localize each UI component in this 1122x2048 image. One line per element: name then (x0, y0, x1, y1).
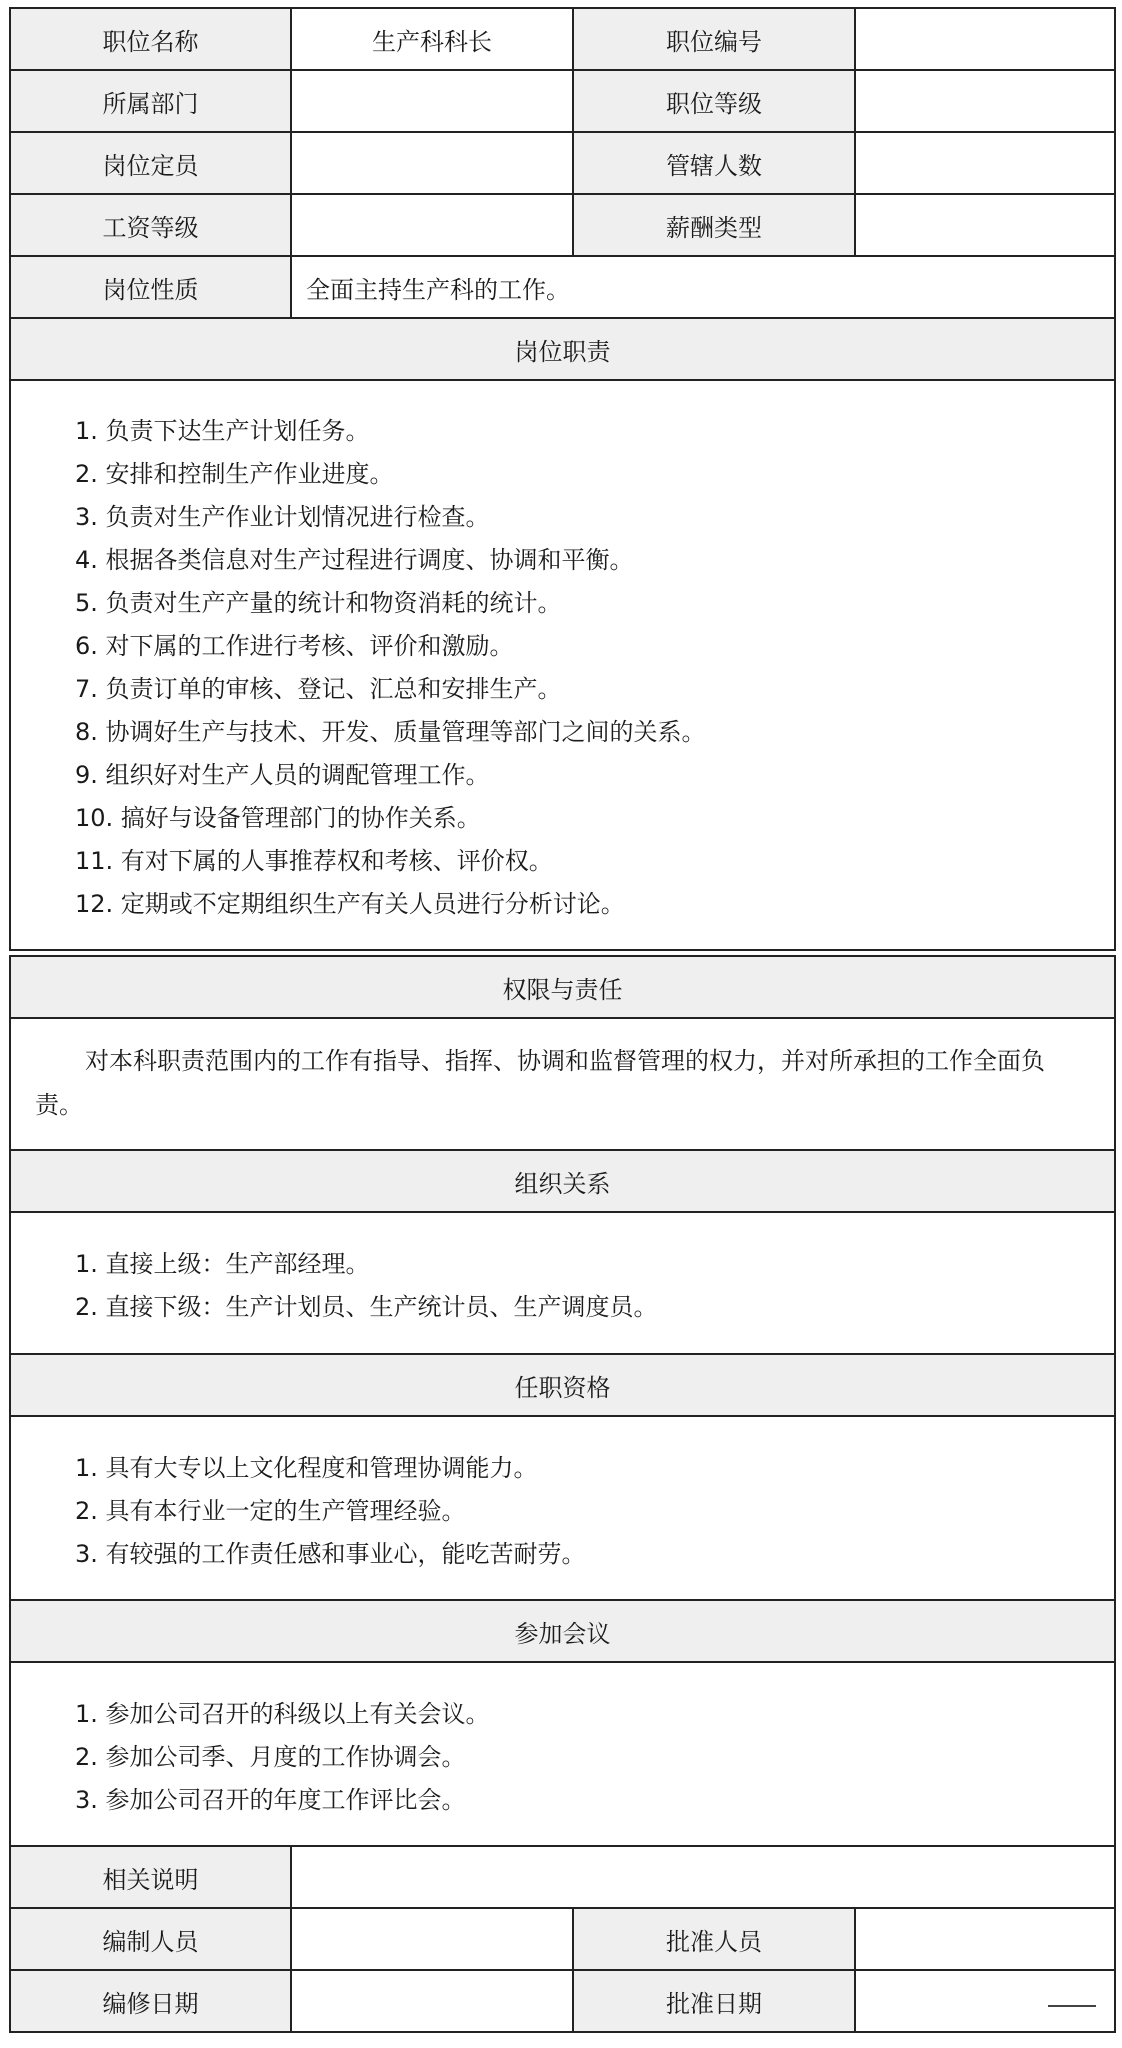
list-item: 4. 根据各类信息对生产过程进行调度、协调和平衡。 (75, 546, 634, 574)
value-department (291, 70, 573, 132)
value-nature: 全面主持生产科的工作。 (291, 256, 1115, 318)
list-item: 3. 负责对生产作业计划情况进行检查。 (75, 503, 490, 531)
watermark-icon: ⎺⎺ (1047, 2003, 1092, 2033)
label-headcount: 岗位定员 (10, 132, 291, 194)
list-item: 2. 参加公司季、月度的工作协调会。 (75, 1742, 466, 1771)
section-title-qualification: 任职资格 (10, 1354, 1115, 1416)
row-prepared-by (10, 1908, 1115, 1970)
authority-text: 对本科职责范围内的工作有指导、指挥、协调和监督管理的权力，并对所承担的工作全面负责。 (10, 1018, 1115, 1150)
meetings-list (10, 1662, 1115, 1846)
list-item: 1. 直接上级：生产部经理。 (75, 1250, 370, 1278)
list-item: 1. 具有大专以上文化程度和管理协调能力。 (75, 1453, 538, 1482)
label-edit-date: 编修日期 (10, 1970, 291, 2032)
label-approve-date: 批准日期 (573, 1970, 855, 2032)
row-organization-list (10, 1212, 1115, 1354)
row-organization-header (10, 1150, 1115, 1212)
row-authority-header (10, 956, 1115, 1018)
list-item: 8. 协调好生产与技术、开发、质量管理等部门之间的关系。 (75, 718, 706, 746)
value-salary-grade (291, 194, 573, 256)
section-title-duties: 岗位职责 (10, 318, 1115, 380)
row-meetings-header (10, 1600, 1115, 1662)
label-pay-type: 薪酬类型 (573, 194, 855, 256)
row-meetings-list (10, 1662, 1115, 1846)
list-item: 10. 搞好与设备管理部门的协作关系。 (75, 804, 481, 832)
row-nature (10, 256, 1115, 318)
row-dates (10, 1970, 1115, 2032)
row-headcount (10, 132, 1115, 194)
row-authority-text (10, 1018, 1115, 1150)
value-pay-type (855, 194, 1115, 256)
list-item: 2. 具有本行业一定的生产管理经验。 (75, 1496, 466, 1525)
organization-list (10, 1212, 1115, 1354)
row-qualification-header (10, 1354, 1115, 1416)
value-edit-date (291, 1970, 573, 2032)
duties-list (10, 380, 1115, 950)
job-description-table (9, 7, 1116, 2033)
value-position-code (855, 8, 1115, 70)
value-position-level (855, 70, 1115, 132)
row-notes (10, 1846, 1115, 1908)
list-item: 1. 参加公司召开的科级以上有关会议。 (75, 1699, 490, 1728)
list-item: 3. 有较强的工作责任感和事业心，能吃苦耐劳。 (75, 1539, 586, 1568)
label-department: 所属部门 (10, 70, 291, 132)
list-item: 6. 对下属的工作进行考核、评价和激励。 (75, 632, 514, 660)
value-managed-count (855, 132, 1115, 194)
value-notes (291, 1846, 1115, 1908)
value-position-name: 生产科科长 (291, 8, 573, 70)
label-salary-grade: 工资等级 (10, 194, 291, 256)
list-item: 7. 负责订单的审核、登记、汇总和安排生产。 (75, 675, 562, 703)
list-item: 9. 组织好对生产人员的调配管理工作。 (75, 761, 490, 789)
label-nature: 岗位性质 (10, 256, 291, 318)
list-item: 5. 负责对生产产量的统计和物资消耗的统计。 (75, 589, 562, 617)
value-headcount (291, 132, 573, 194)
row-duties-list (10, 380, 1115, 950)
list-item: 1. 负责下达生产计划任务。 (75, 417, 370, 445)
list-item: 12. 定期或不定期组织生产有关人员进行分析讨论。 (75, 890, 625, 918)
list-item: 2. 直接下级：生产计划员、生产统计员、生产调度员。 (75, 1293, 658, 1321)
qualification-list (10, 1416, 1115, 1600)
row-duties-header (10, 318, 1115, 380)
section-title-organization: 组织关系 (10, 1150, 1115, 1212)
label-position-level: 职位等级 (573, 70, 855, 132)
section-title-authority: 权限与责任 (10, 956, 1115, 1018)
list-item: 2. 安排和控制生产作业进度。 (75, 460, 394, 488)
row-salary (10, 194, 1115, 256)
label-position-code: 职位编号 (573, 8, 855, 70)
list-item: 3. 参加公司召开的年度工作评比会。 (75, 1785, 466, 1814)
label-notes: 相关说明 (10, 1846, 291, 1908)
row-title (10, 8, 1115, 70)
label-managed-count: 管辖人数 (573, 132, 855, 194)
value-prepared-by (291, 1908, 573, 1970)
value-approved-by (855, 1908, 1115, 1970)
row-department (10, 70, 1115, 132)
section-title-meetings: 参加会议 (10, 1600, 1115, 1662)
label-position-name: 职位名称 (10, 8, 291, 70)
label-prepared-by: 编制人员 (10, 1908, 291, 1970)
list-item: 11. 有对下属的人事推荐权和考核、评价权。 (75, 847, 553, 875)
label-approved-by: 批准人员 (573, 1908, 855, 1970)
row-qualification-list (10, 1416, 1115, 1600)
